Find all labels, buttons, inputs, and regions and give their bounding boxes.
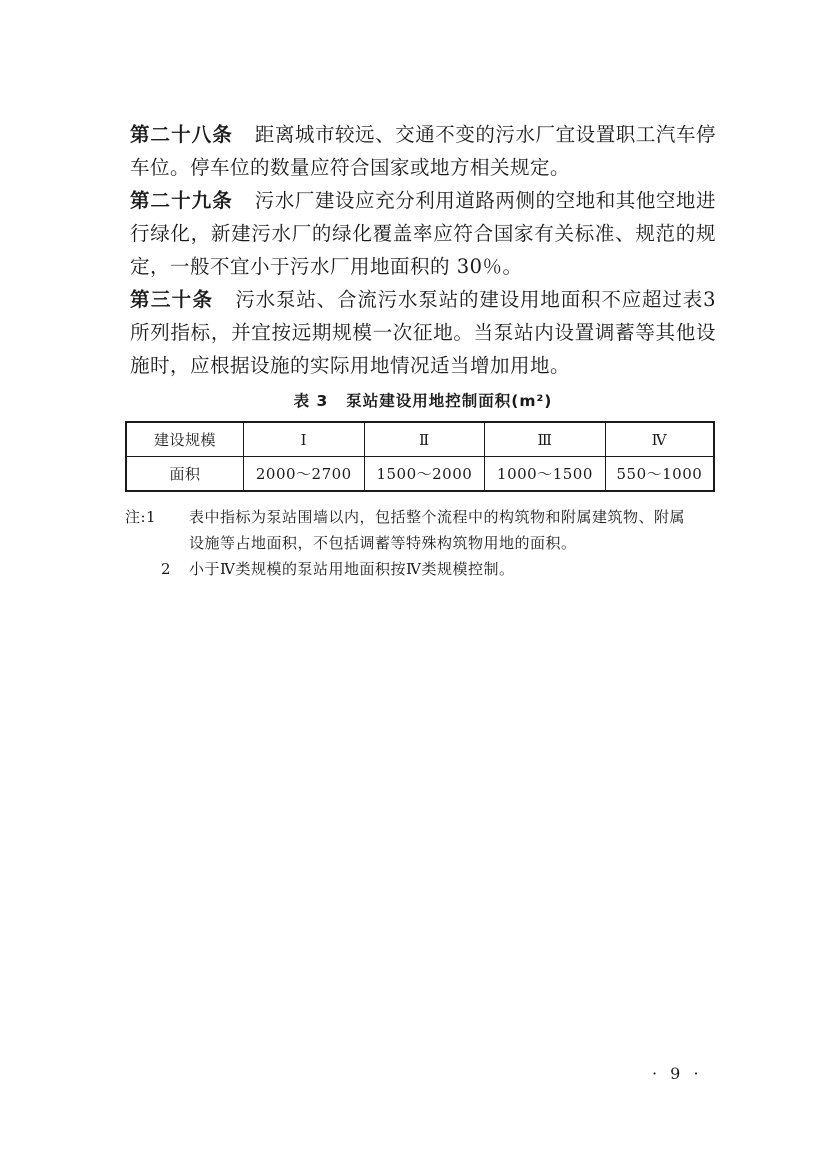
article-number: 第二十八条 (130, 123, 233, 146)
note-number: 2 (160, 560, 171, 578)
note-item (125, 504, 716, 530)
table-cell: Ⅱ (364, 422, 485, 457)
note-text: 设施等占地面积，不包括调蓄等特殊构筑物用地的面积。 (189, 534, 577, 552)
note-text: 小于Ⅳ类规模的泵站用地面积按Ⅳ类规模控制。 (189, 560, 515, 578)
article-29 (130, 184, 716, 283)
note-spacer (125, 530, 189, 556)
table-caption (130, 390, 716, 412)
page-number: · 9 · (652, 1064, 703, 1083)
table-cell: 面积 (126, 457, 244, 492)
table-cell: Ⅲ (485, 422, 606, 457)
table-cell: Ⅰ (244, 422, 365, 457)
table-caption-number: 表 3 (293, 392, 329, 410)
table-cell: 建设规模 (126, 422, 244, 457)
table-cell: Ⅳ (605, 422, 714, 457)
table-caption-text: 泵站建设用地控制面积(m²) (346, 392, 553, 410)
article-number: 第三十条 (130, 288, 214, 311)
table-cell: 1000～1500 (485, 457, 606, 492)
note-label: 注:1 (125, 508, 157, 526)
note-item (125, 530, 716, 556)
article-30 (130, 283, 716, 382)
article-text: 距离城市较远、交通不变的污水厂宜设置职工汽车停车位。停车位的数量应符合国家或地方相关规定。 (130, 123, 716, 179)
table-header-row (126, 422, 714, 457)
article-text: 污水厂建设应充分利用道路两侧的空地和其他空地进行绿化，新建污水厂的绿化覆盖率应符合国家有关标准、规范的规定，一般不宜小于污水厂用地面积的 30％。 (130, 189, 716, 278)
page-content (125, 118, 716, 582)
pump-station-area-table (125, 421, 715, 492)
table-cell: 2000～2700 (244, 457, 365, 492)
table-row (126, 457, 714, 492)
article-text: 污水泵站、合流污水泵站的建设用地面积不应超过表3所列指标，并宜按远期规模一次征地。当泵站内设置调蓄等其他设施时，应根据设施的实际用地情况适当增加用地。 (130, 288, 716, 377)
article-28 (130, 118, 716, 184)
table-notes (125, 504, 716, 582)
article-number: 第二十九条 (130, 189, 233, 212)
table-cell: 1500～2000 (364, 457, 485, 492)
note-text: 表中指标为泵站围墙以内，包括整个流程中的构筑物和附属建筑物、附属 (189, 508, 686, 526)
note-item (125, 556, 716, 582)
table-cell: 550～1000 (605, 457, 714, 492)
